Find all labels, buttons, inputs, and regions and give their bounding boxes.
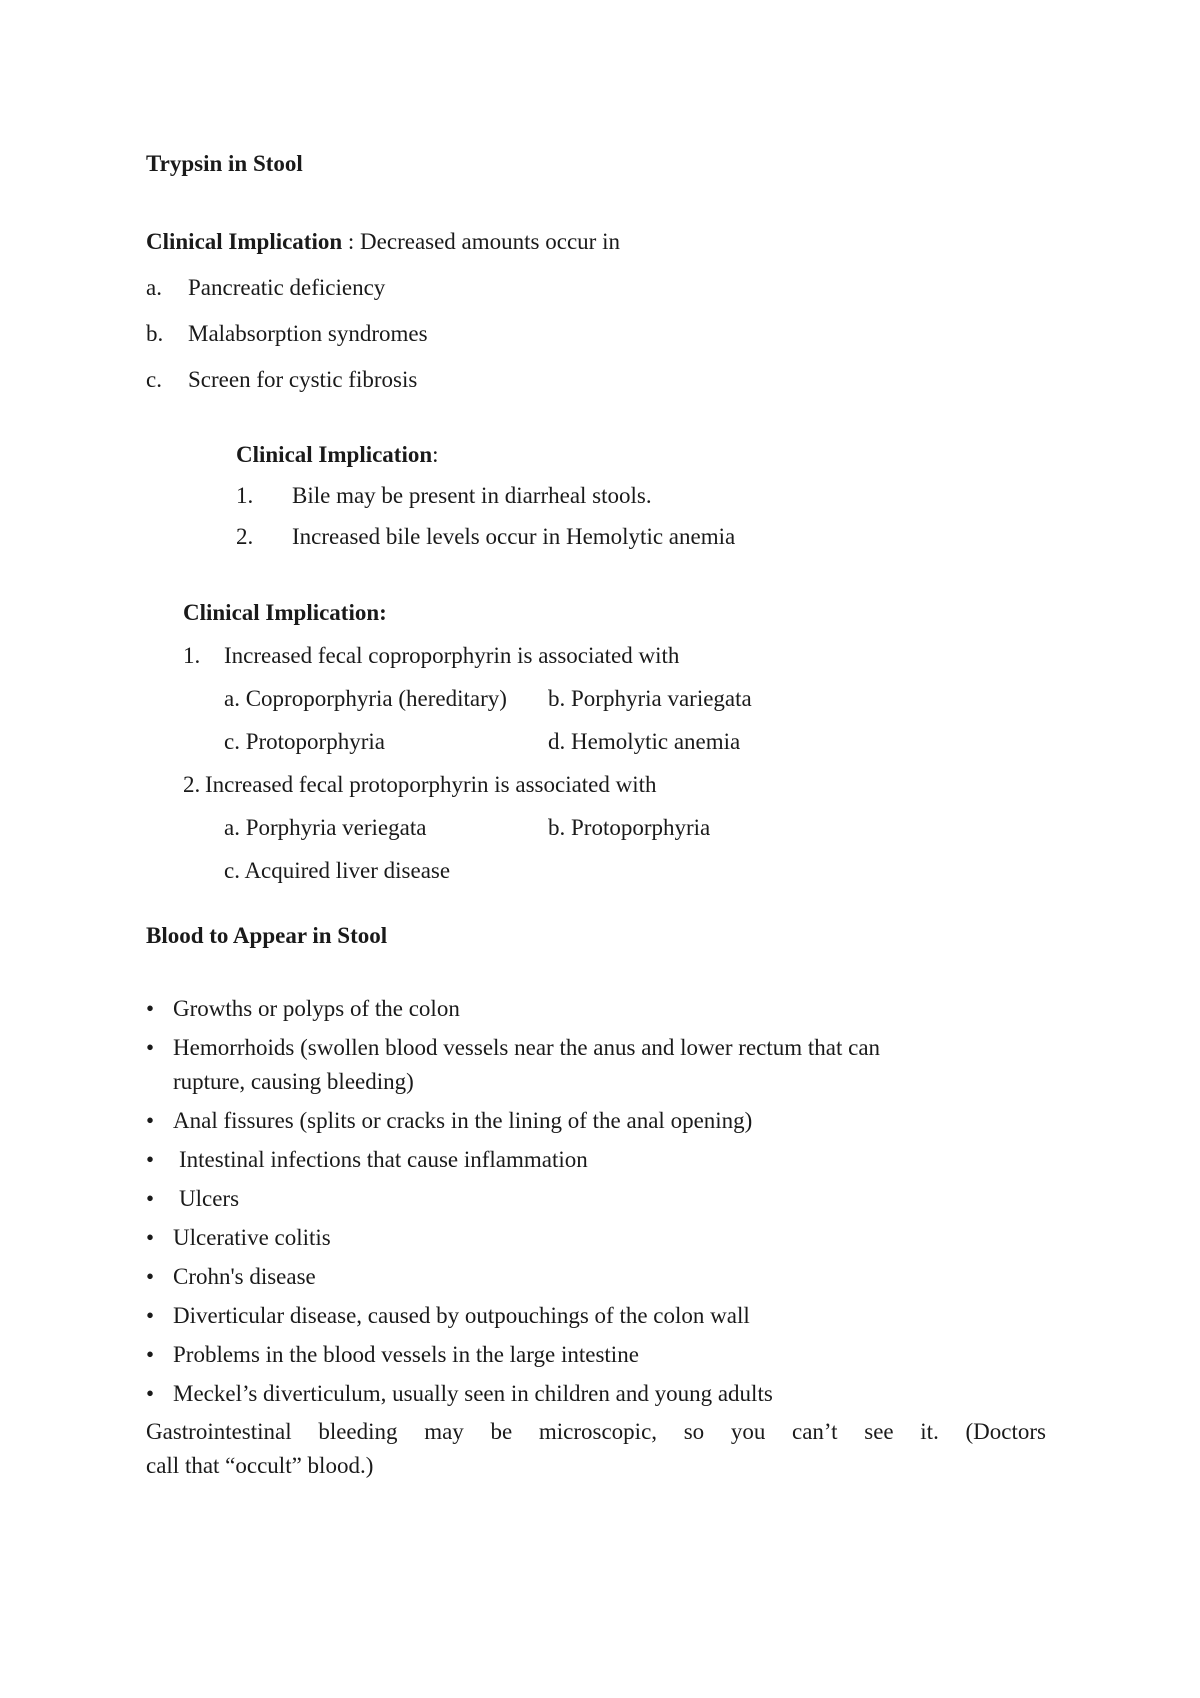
clinical-implication-2: Clinical Implication:: [236, 442, 439, 467]
closing-paragraph-line-2: call that “occult” blood.): [146, 1453, 374, 1478]
ci1-label: Clinical Implication: [146, 229, 343, 254]
clinical-implication-1: [146, 228, 620, 256]
ci1-text: Decreased amounts occur in: [360, 229, 620, 254]
section-heading-blood: Blood to Appear in Stool: [146, 923, 388, 948]
clinical-implication-3: Clinical Implication:: [183, 600, 387, 625]
ci1-sep: :: [342, 229, 361, 254]
document-page: Trypsin in Stool Clinical Implication : Decreased amounts occur in a. Pancreatic deficiency b. Malabsorption syndromes c. Screen for cystic fibrosis Clinical Implication: 1. Bile may be present in diarrheal stools. 2. Increased bile levels occur in Hemolytic anemia Clinical Implication: 1. Increased fecal coproporphyrin is associated with a. Coproporphyria (hereditary) b. Porphyria variegata c. Protoporphyria d. Hemolytic anemia 2. Increased fecal protoporphyrin is associated with a. Porphyria veriegata b. Protoporphyria c. Acquired liver disease Blood to Appear in Stool • Growths or polyps of the colon • Hemorrhoids (swollen blood vessels near the anus and lower rectum that can rupture, causing bleeding) • Anal fissures (splits or cracks in the lining of the anal opening) • Intestinal infections that cause inflammation • Ulcers • Ulcerative colitis • Crohn's disease • Diverticular disease, caused by outpouchings of the colon wall • Problems in the blood vessels in the large intestine • Meckel’s diverticulum, usually seen in children and young adults Gastrointestinal bleeding may be microscopic, so you can’t see it. (Doctors call that “occult” blood.): [146, 151, 1046, 1478]
closing-paragraph-line-1: Gastrointestinal bleeding may be microscopic, so you can’t see it. (Doctors: [146, 1419, 1046, 1444]
page-title: Trypsin in Stool: [146, 151, 303, 176]
